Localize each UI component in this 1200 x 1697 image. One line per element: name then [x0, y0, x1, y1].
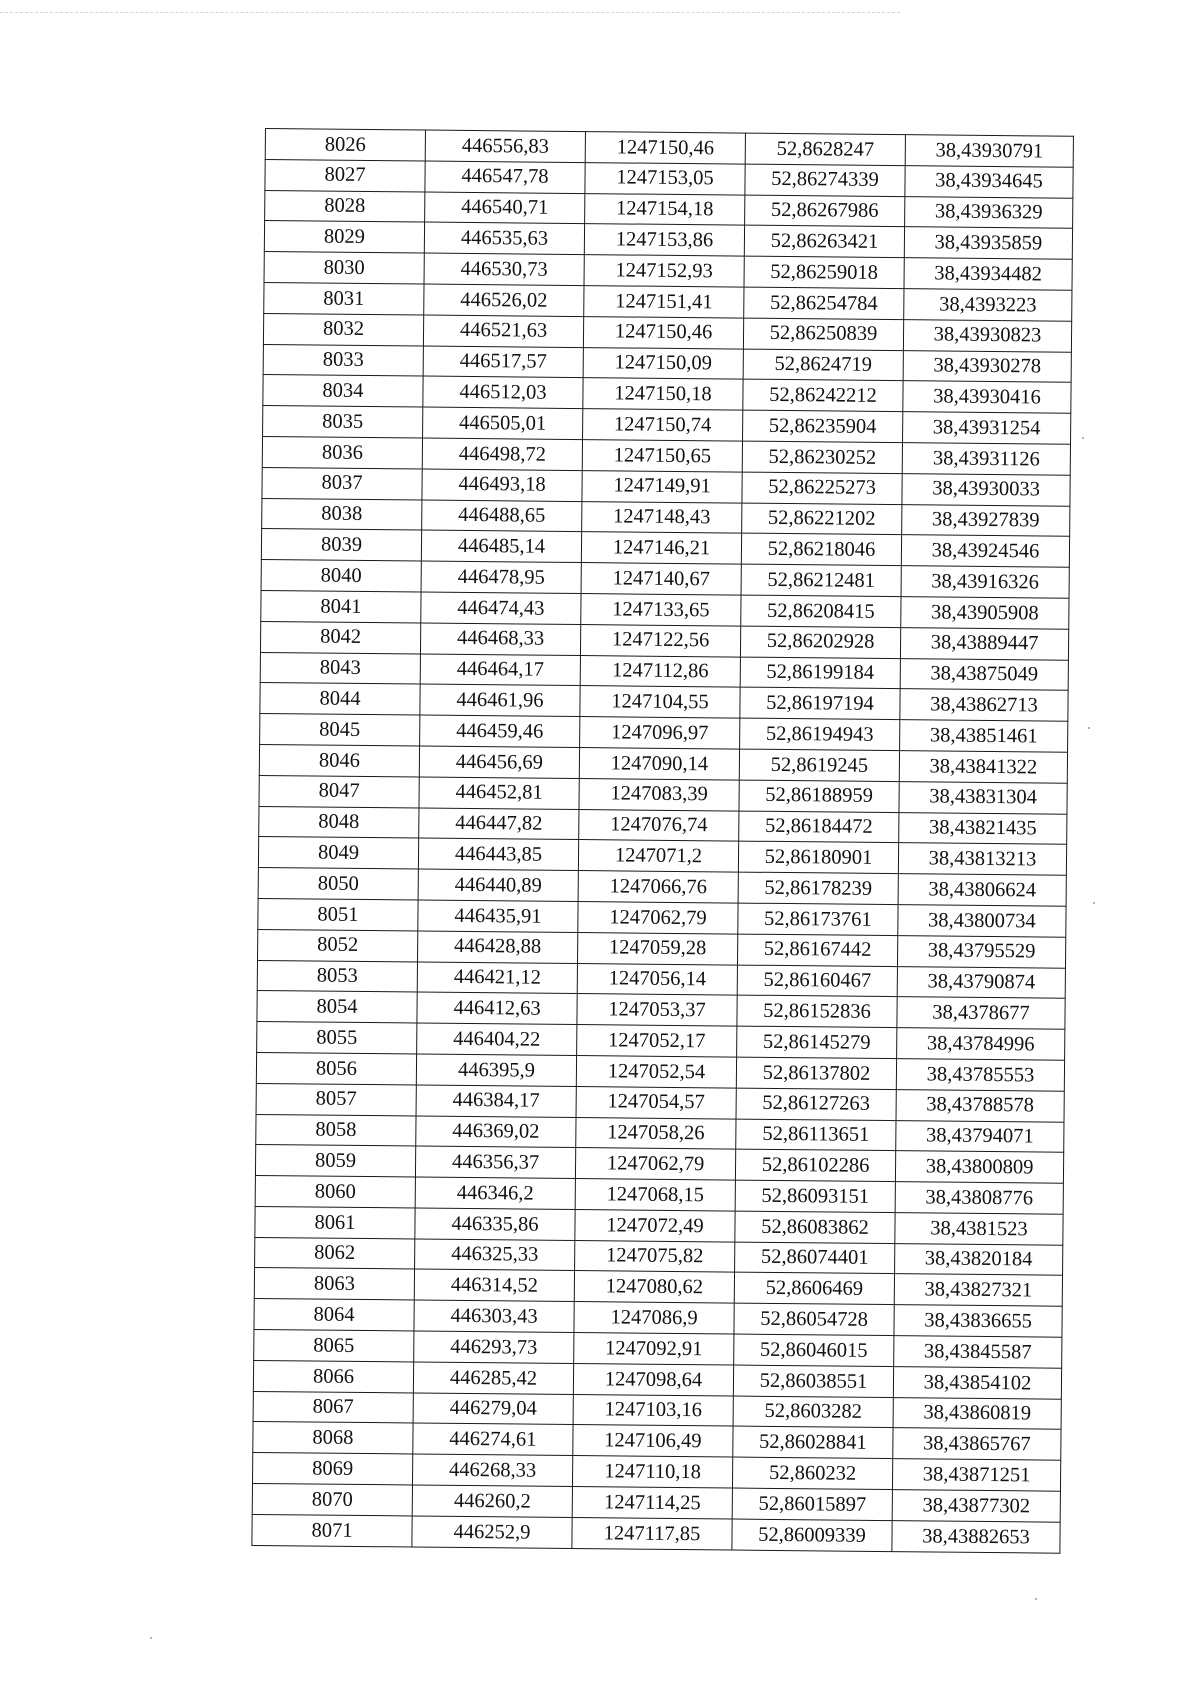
y-coordinate-cell: 1247075,82 [575, 1240, 735, 1272]
latitude-cell: 52,86263421 [744, 225, 904, 257]
longitude-cell: 38,43882653 [892, 1520, 1060, 1552]
y-coordinate-cell: 1247062,79 [578, 901, 738, 933]
latitude-cell: 52,8603282 [733, 1396, 893, 1428]
latitude-cell: 52,86212481 [741, 564, 901, 596]
y-coordinate-cell: 1247052,17 [577, 1025, 737, 1057]
scan-speck [1088, 727, 1090, 729]
y-coordinate-cell: 1247148,43 [582, 501, 742, 533]
x-coordinate-cell: 446404,22 [417, 1023, 577, 1055]
latitude-cell: 52,8606469 [734, 1273, 894, 1305]
longitude-cell: 38,43935859 [904, 227, 1072, 259]
latitude-cell: 52,8624719 [743, 349, 903, 381]
point-number-cell: 8043 [260, 652, 420, 684]
longitude-cell: 38,43820184 [895, 1243, 1063, 1275]
point-number-cell: 8033 [263, 344, 423, 376]
y-coordinate-cell: 1247150,74 [583, 409, 743, 441]
y-coordinate-cell: 1247059,28 [577, 932, 737, 964]
point-number-cell: 8058 [256, 1114, 416, 1146]
x-coordinate-cell: 446517,57 [423, 346, 583, 378]
point-number-cell: 8034 [263, 375, 423, 407]
longitude-cell: 38,43931126 [902, 443, 1070, 475]
longitude-cell: 38,43930791 [905, 135, 1073, 167]
latitude-cell: 52,86102286 [735, 1149, 895, 1181]
x-coordinate-cell: 446478,95 [421, 561, 581, 593]
x-coordinate-cell: 446452,81 [419, 777, 579, 809]
y-coordinate-cell: 1247154,18 [585, 193, 745, 225]
y-coordinate-cell: 1247149,91 [582, 470, 742, 502]
longitude-cell: 38,43934482 [904, 258, 1072, 290]
point-number-cell: 8028 [265, 190, 425, 222]
longitude-cell: 38,43905908 [901, 597, 1069, 629]
y-coordinate-cell: 1247152,93 [584, 255, 744, 287]
x-coordinate-cell: 446512,03 [423, 376, 583, 408]
x-coordinate-cell: 446314,52 [414, 1269, 574, 1301]
x-coordinate-cell: 446461,96 [420, 684, 580, 716]
y-coordinate-cell: 1247086,9 [574, 1302, 734, 1334]
latitude-cell: 52,86173761 [738, 903, 898, 935]
latitude-cell: 52,86152836 [737, 995, 897, 1027]
point-number-cell: 8037 [262, 467, 422, 499]
y-coordinate-cell: 1247072,49 [575, 1209, 735, 1241]
y-coordinate-cell: 1247112,86 [580, 655, 740, 687]
latitude-cell: 52,86197194 [740, 687, 900, 719]
latitude-cell: 52,86009339 [732, 1519, 892, 1551]
longitude-cell: 38,4381523 [895, 1212, 1063, 1244]
y-coordinate-cell: 1247133,65 [581, 594, 741, 626]
latitude-cell: 52,86028841 [733, 1427, 893, 1459]
latitude-cell: 52,86046015 [734, 1334, 894, 1366]
x-coordinate-cell: 446395,9 [416, 1054, 576, 1086]
scan-speck [1093, 902, 1095, 904]
x-coordinate-cell: 446421,12 [417, 962, 577, 994]
latitude-cell: 52,8628247 [745, 133, 905, 165]
point-number-cell: 8045 [260, 714, 420, 746]
latitude-cell: 52,86038551 [733, 1365, 893, 1397]
y-coordinate-cell: 1247098,64 [573, 1363, 733, 1395]
x-coordinate-cell: 446252,9 [412, 1516, 572, 1548]
x-coordinate-cell: 446293,73 [414, 1331, 574, 1363]
latitude-cell: 52,86267986 [745, 195, 905, 227]
longitude-cell: 38,43916326 [901, 566, 1069, 598]
point-number-cell: 8030 [264, 252, 424, 284]
latitude-cell: 52,86199184 [740, 657, 900, 689]
longitude-cell: 38,43800734 [898, 905, 1066, 937]
point-number-cell: 8057 [256, 1083, 416, 1115]
x-coordinate-cell: 446268,33 [412, 1454, 572, 1486]
point-number-cell: 8064 [254, 1299, 414, 1331]
x-coordinate-cell: 446464,17 [420, 654, 580, 686]
longitude-cell: 38,43790874 [897, 966, 1065, 998]
point-number-cell: 8052 [258, 929, 418, 961]
longitude-cell: 38,43865767 [893, 1428, 1061, 1460]
point-number-cell: 8070 [252, 1484, 412, 1516]
x-coordinate-cell: 446356,37 [415, 1146, 575, 1178]
longitude-cell: 38,43930416 [903, 381, 1071, 413]
longitude-cell: 38,43785553 [896, 1059, 1064, 1091]
x-coordinate-cell: 446547,78 [425, 161, 585, 193]
latitude-cell: 52,8619245 [739, 749, 899, 781]
longitude-cell: 38,43930823 [903, 319, 1071, 351]
latitude-cell: 52,86093151 [735, 1180, 895, 1212]
y-coordinate-cell: 1247150,18 [583, 378, 743, 410]
x-coordinate-cell: 446346,2 [415, 1177, 575, 1209]
point-number-cell: 8048 [259, 806, 419, 838]
latitude-cell: 52,860232 [732, 1457, 892, 1489]
point-number-cell: 8067 [253, 1391, 413, 1423]
latitude-cell: 52,86083862 [735, 1211, 895, 1243]
point-number-cell: 8036 [262, 436, 422, 468]
y-coordinate-cell: 1247090,14 [579, 747, 739, 779]
y-coordinate-cell: 1247104,55 [580, 686, 740, 718]
y-coordinate-cell: 1247071,2 [578, 840, 738, 872]
latitude-cell: 52,86160467 [737, 965, 897, 997]
latitude-cell: 52,86242212 [743, 379, 903, 411]
x-coordinate-cell: 446505,01 [423, 407, 583, 439]
x-coordinate-cell: 446556,83 [425, 130, 585, 162]
longitude-cell: 38,43813213 [898, 843, 1066, 875]
y-coordinate-cell: 1247151,41 [584, 286, 744, 318]
point-number-cell: 8038 [262, 498, 422, 530]
point-number-cell: 8031 [264, 282, 424, 314]
latitude-cell: 52,86194943 [740, 718, 900, 750]
latitude-cell: 52,86254784 [744, 287, 904, 319]
latitude-cell: 52,86274339 [745, 164, 905, 196]
point-number-cell: 8063 [254, 1268, 414, 1300]
y-coordinate-cell: 1247096,97 [580, 717, 740, 749]
x-coordinate-cell: 446325,33 [415, 1239, 575, 1271]
x-coordinate-cell: 446428,88 [418, 931, 578, 963]
point-number-cell: 8041 [261, 590, 421, 622]
scan-speck [1082, 437, 1084, 439]
point-number-cell: 8066 [253, 1360, 413, 1392]
longitude-cell: 38,43860819 [893, 1397, 1061, 1429]
y-coordinate-cell: 1247092,91 [574, 1333, 734, 1365]
y-coordinate-cell: 1247140,67 [581, 563, 741, 595]
point-number-cell: 8040 [261, 560, 421, 592]
x-coordinate-cell: 446468,33 [420, 623, 580, 655]
table-row [252, 1514, 1060, 1553]
point-number-cell: 8059 [255, 1145, 415, 1177]
y-coordinate-cell: 1247150,46 [585, 132, 745, 164]
y-coordinate-cell: 1247083,39 [579, 778, 739, 810]
longitude-cell: 38,43930033 [902, 473, 1070, 505]
x-coordinate-cell: 446260,2 [412, 1485, 572, 1517]
x-coordinate-cell: 446335,86 [415, 1208, 575, 1240]
x-coordinate-cell: 446459,46 [420, 715, 580, 747]
point-number-cell: 8068 [253, 1422, 413, 1454]
x-coordinate-cell: 446274,61 [413, 1423, 573, 1455]
y-coordinate-cell: 1247122,56 [580, 624, 740, 656]
point-number-cell: 8027 [265, 159, 425, 191]
latitude-cell: 52,86184472 [739, 811, 899, 843]
latitude-cell: 52,86250839 [743, 318, 903, 350]
scan-speck [150, 1637, 152, 1639]
longitude-cell: 38,43934645 [905, 165, 1073, 197]
x-coordinate-cell: 446526,02 [424, 284, 584, 316]
x-coordinate-cell: 446384,17 [416, 1085, 576, 1117]
y-coordinate-cell: 1247150,46 [583, 316, 743, 348]
longitude-cell: 38,43800809 [895, 1151, 1063, 1183]
point-number-cell: 8054 [257, 991, 417, 1023]
latitude-cell: 52,86145279 [737, 1026, 897, 1058]
x-coordinate-cell: 446474,43 [421, 592, 581, 624]
latitude-cell: 52,86180901 [738, 841, 898, 873]
longitude-cell: 38,43930278 [903, 350, 1071, 382]
latitude-cell: 52,86137802 [736, 1057, 896, 1089]
latitude-cell: 52,86202928 [740, 626, 900, 658]
longitude-cell: 38,43827321 [894, 1274, 1062, 1306]
y-coordinate-cell: 1247062,79 [575, 1148, 735, 1180]
x-coordinate-cell: 446369,02 [416, 1115, 576, 1147]
y-coordinate-cell: 1247153,05 [585, 162, 745, 194]
point-number-cell: 8047 [259, 775, 419, 807]
x-coordinate-cell: 446530,73 [424, 253, 584, 285]
point-number-cell: 8055 [257, 1022, 417, 1054]
y-coordinate-cell: 1247146,21 [581, 532, 741, 564]
longitude-cell: 38,43871251 [892, 1459, 1060, 1491]
y-coordinate-cell: 1247052,54 [576, 1055, 736, 1087]
y-coordinate-cell: 1247056,14 [577, 963, 737, 995]
longitude-cell: 38,43841322 [899, 751, 1067, 783]
y-coordinate-cell: 1247150,65 [582, 440, 742, 472]
point-number-cell: 8042 [260, 621, 420, 653]
longitude-cell: 38,43794071 [896, 1120, 1064, 1152]
x-coordinate-cell: 446279,04 [413, 1393, 573, 1425]
x-coordinate-cell: 446303,43 [414, 1300, 574, 1332]
longitude-cell: 38,4378677 [897, 997, 1065, 1029]
longitude-cell: 38,43806624 [898, 874, 1066, 906]
latitude-cell: 52,86221202 [742, 503, 902, 535]
latitude-cell: 52,86225273 [742, 472, 902, 504]
y-coordinate-cell: 1247150,09 [583, 347, 743, 379]
y-coordinate-cell: 1247066,76 [578, 871, 738, 903]
longitude-cell: 38,43808776 [895, 1182, 1063, 1214]
y-coordinate-cell: 1247053,37 [577, 994, 737, 1026]
longitude-cell: 38,43927839 [902, 504, 1070, 536]
longitude-cell: 38,43854102 [893, 1366, 1061, 1398]
point-number-cell: 8062 [255, 1237, 415, 1269]
longitude-cell: 38,43851461 [900, 720, 1068, 752]
point-number-cell: 8065 [254, 1330, 414, 1362]
longitude-cell: 38,43931254 [903, 412, 1071, 444]
y-coordinate-cell: 1247114,25 [572, 1487, 732, 1519]
latitude-cell: 52,86113651 [736, 1119, 896, 1151]
point-number-cell: 8026 [265, 129, 425, 161]
coordinates-table-body [252, 129, 1074, 1553]
latitude-cell: 52,86074401 [735, 1242, 895, 1274]
longitude-cell: 38,43936329 [905, 196, 1073, 228]
longitude-cell: 38,43795529 [897, 935, 1065, 967]
y-coordinate-cell: 1247054,57 [576, 1086, 736, 1118]
point-number-cell: 8044 [260, 683, 420, 715]
y-coordinate-cell: 1247153,86 [584, 224, 744, 256]
x-coordinate-cell: 446435,91 [418, 900, 578, 932]
latitude-cell: 52,86054728 [734, 1303, 894, 1335]
point-number-cell: 8049 [258, 837, 418, 869]
point-number-cell: 8029 [264, 221, 424, 253]
latitude-cell: 52,86178239 [738, 872, 898, 904]
longitude-cell: 38,43877302 [892, 1490, 1060, 1522]
latitude-cell: 52,86235904 [743, 410, 903, 442]
point-number-cell: 8056 [256, 1052, 416, 1084]
longitude-cell: 38,43862713 [900, 689, 1068, 721]
longitude-cell: 38,43821435 [899, 812, 1067, 844]
y-coordinate-cell: 1247117,85 [572, 1517, 732, 1549]
y-coordinate-cell: 1247110,18 [572, 1456, 732, 1488]
x-coordinate-cell: 446540,71 [425, 192, 585, 224]
point-number-cell: 8035 [263, 406, 423, 438]
x-coordinate-cell: 446498,72 [422, 438, 582, 470]
point-number-cell: 8069 [252, 1453, 412, 1485]
latitude-cell: 52,86230252 [742, 441, 902, 473]
y-coordinate-cell: 1247080,62 [574, 1271, 734, 1303]
point-number-cell: 8071 [252, 1514, 412, 1546]
latitude-cell: 52,86259018 [744, 256, 904, 288]
latitude-cell: 52,86218046 [741, 533, 901, 565]
longitude-cell: 38,43845587 [894, 1336, 1062, 1368]
latitude-cell: 52,86208415 [741, 595, 901, 627]
x-coordinate-cell: 446440,89 [418, 869, 578, 901]
x-coordinate-cell: 446443,85 [418, 838, 578, 870]
x-coordinate-cell: 446447,82 [419, 808, 579, 840]
latitude-cell: 52,86015897 [732, 1488, 892, 1520]
y-coordinate-cell: 1247103,16 [573, 1394, 733, 1426]
x-coordinate-cell: 446488,65 [422, 500, 582, 532]
x-coordinate-cell: 446493,18 [422, 469, 582, 501]
longitude-cell: 38,43836655 [894, 1305, 1062, 1337]
longitude-cell: 38,43788578 [896, 1089, 1064, 1121]
point-number-cell: 8050 [258, 868, 418, 900]
longitude-cell: 38,43875049 [900, 658, 1068, 690]
longitude-cell: 38,4393223 [904, 289, 1072, 321]
longitude-cell: 38,43889447 [900, 627, 1068, 659]
x-coordinate-cell: 446285,42 [413, 1362, 573, 1394]
scan-speck [1035, 1598, 1037, 1600]
point-number-cell: 8053 [257, 960, 417, 992]
latitude-cell: 52,86167442 [737, 934, 897, 966]
latitude-cell: 52,86188959 [739, 780, 899, 812]
y-coordinate-cell: 1247058,26 [576, 1117, 736, 1149]
y-coordinate-cell: 1247068,15 [575, 1179, 735, 1211]
longitude-cell: 38,43784996 [897, 1028, 1065, 1060]
latitude-cell: 52,86127263 [736, 1088, 896, 1120]
point-number-cell: 8046 [259, 744, 419, 776]
y-coordinate-cell: 1247106,49 [573, 1425, 733, 1457]
x-coordinate-cell: 446412,63 [417, 992, 577, 1024]
x-coordinate-cell: 446521,63 [423, 315, 583, 347]
point-number-cell: 8060 [255, 1176, 415, 1208]
point-number-cell: 8051 [258, 898, 418, 930]
longitude-cell: 38,43831304 [899, 781, 1067, 813]
scan-top-edge-line [0, 12, 900, 13]
x-coordinate-cell: 446535,63 [424, 222, 584, 254]
coordinates-table [251, 128, 1074, 1553]
y-coordinate-cell: 1247076,74 [579, 809, 739, 841]
longitude-cell: 38,43924546 [901, 535, 1069, 567]
x-coordinate-cell: 446485,14 [421, 530, 581, 562]
point-number-cell: 8039 [261, 529, 421, 561]
point-number-cell: 8061 [255, 1206, 415, 1238]
x-coordinate-cell: 446456,69 [419, 746, 579, 778]
point-number-cell: 8032 [263, 313, 423, 345]
